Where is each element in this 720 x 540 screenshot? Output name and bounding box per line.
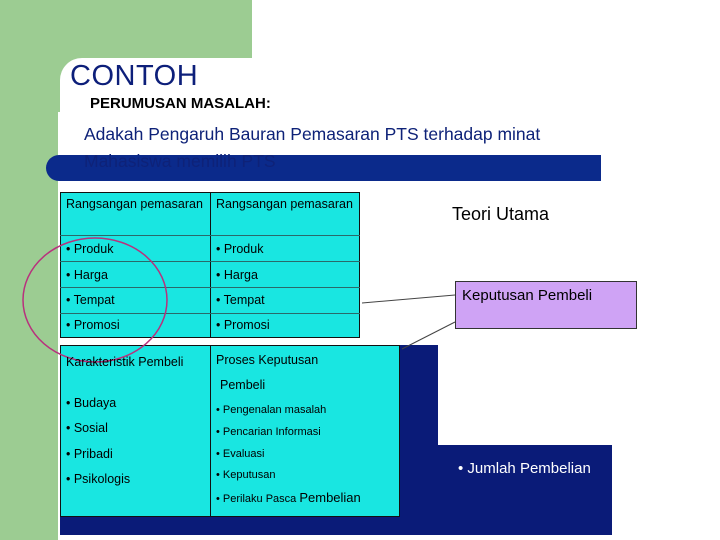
decision-process-item: • Evaluasi	[216, 448, 265, 460]
stimulus-left-heading: Rangsangan pemasaran	[66, 197, 203, 211]
characteristics-heading: Karakteristik Pembeli	[66, 355, 184, 369]
question-line-2: Mahasiswa memilih PTS	[84, 151, 276, 171]
buyer-decision-label: Keputusan Pembeli	[462, 287, 593, 304]
stimulus-left-item: • Tempat	[66, 293, 115, 307]
decision-process-heading-cont: Pembeli	[220, 378, 266, 392]
last-item-suffix: Pembelian	[299, 490, 361, 505]
decision-item: • Pilihan Penyalur	[458, 402, 576, 419]
decision-process-heading: Proses Keputusan	[216, 353, 319, 367]
decision-item: • Jumlah Pembelian	[458, 460, 591, 477]
decision-item: • Pilihan Waktu	[458, 431, 559, 448]
stimulus-right-item: • Harga	[216, 268, 258, 282]
theory-label: Teori Utama	[452, 204, 550, 224]
page-subtitle: PERUMUSAN MASALAH:	[90, 95, 271, 112]
stimulus-right-heading: Rangsangan pemasaran	[216, 197, 353, 211]
page-title: CONTOH	[70, 60, 199, 92]
stimulus-left-item: • Harga	[66, 268, 108, 282]
stimulus-left-item: • Produk	[66, 242, 114, 256]
decision-process-item: • Keputusan	[216, 469, 276, 481]
stimulus-left-item: • Promosi	[66, 318, 120, 332]
decision-item: • Pilihan Merk	[458, 374, 550, 391]
connector-line	[362, 295, 455, 303]
characteristics-item: • Pribadi	[66, 447, 113, 461]
stimulus-right-item: • Promosi	[216, 318, 270, 332]
decision-process-item: • Pencarian Informasi	[216, 426, 321, 438]
stimulus-right-item: • Produk	[216, 242, 264, 256]
characteristics-item: • Budaya	[66, 396, 117, 410]
characteristics-item: • Psikologis	[66, 472, 131, 486]
question-line-1: Adakah Pengaruh Bauran Pemasaran PTS terhadap minat	[84, 124, 541, 144]
characteristics-item: • Sosial	[66, 421, 108, 435]
decision-item: • Pilihan Produk	[458, 345, 565, 362]
last-item-prefix: • Perilaku Pasca	[216, 493, 300, 505]
decision-process-item: • Pengenalan masalah	[216, 404, 327, 416]
stimulus-right-item: • Tempat	[216, 293, 265, 307]
connector-line	[402, 322, 455, 349]
